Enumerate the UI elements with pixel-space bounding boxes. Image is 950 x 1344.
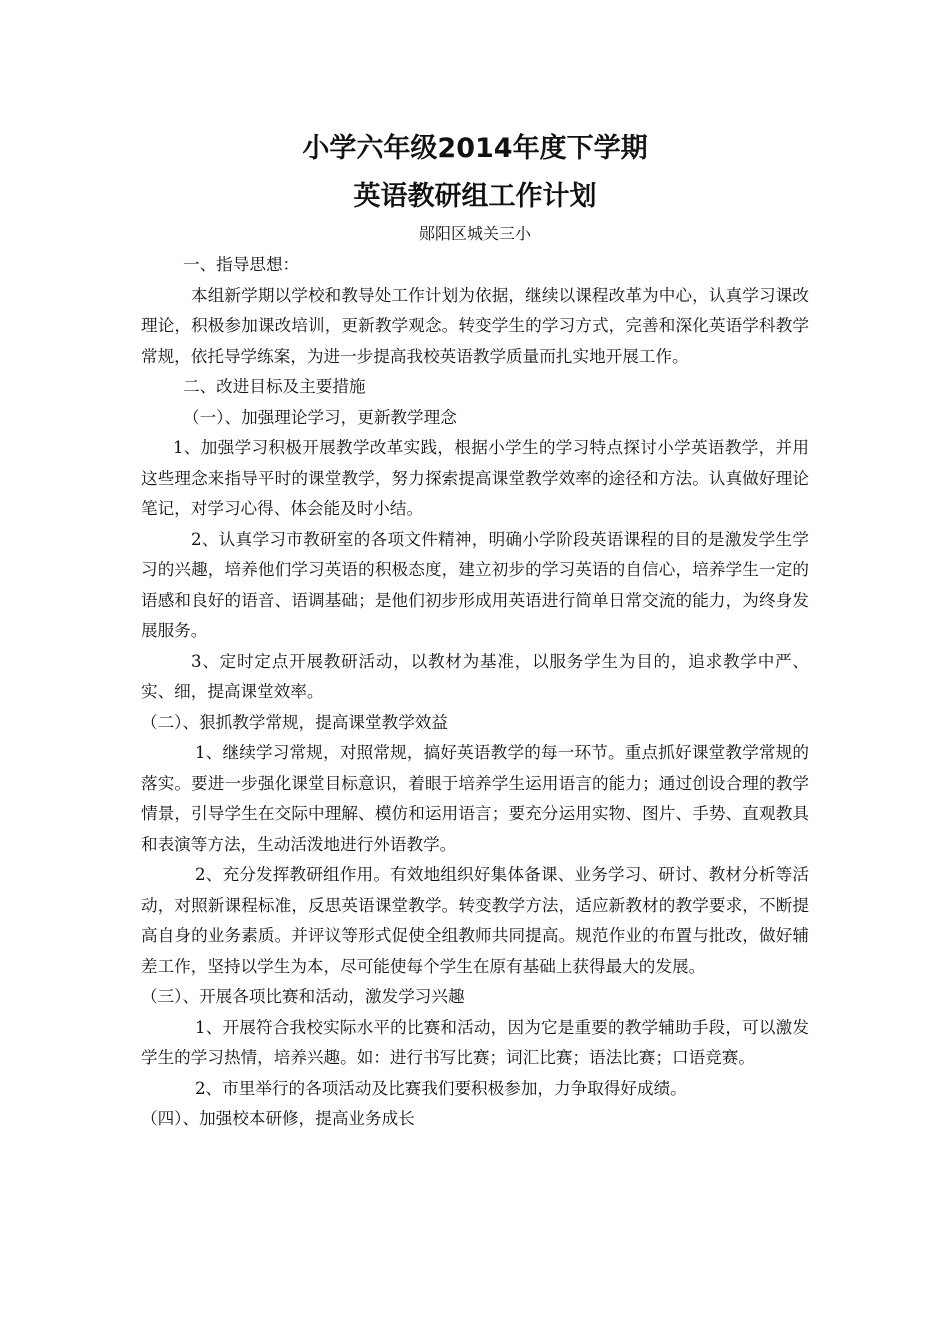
paragraph-guiding-thought: 本组新学期以学校和教导处工作计划为依据，继续以课程改革为中心，认真学习课改理论，积极参加课改培训，更新教学观念。转变学生的学习方式，完善和深化英语学科教学常规，依托导学练案，为进一步提高我校英语教学质量而扎实地开展工作。: [141, 285, 809, 366]
document-title-line1: 小学六年级2014年度下学期: [302, 133, 648, 164]
paragraph-3-1: 1、开展符合我校实际水平的比赛和活动，因为它是重要的教学辅助手段，可以激发学生的学习热情，培养兴趣。如：进行书写比赛；词汇比赛；语法比赛；口语竞赛。: [141, 1017, 809, 1067]
school-name: 郧阳区城关三小: [418, 224, 531, 243]
paragraph-2-2: 2、充分发挥教研组作用。有效地组织好集体备课、业务学习、研讨、教材分析等活动，对照新课程标准，反思英语课堂教学。转变教学方法，适应新教材的教学要求，不断提高自身的业务素质。并评议等形式促使全组教师共同提高。规范作业的布置与批改，做好辅差工作，坚持以学生为本，尽可能使每个学生在原有基础上获得最大的发展。: [141, 865, 809, 976]
document-body: [141, 250, 809, 1135]
section-heading-guiding-thought: 一、指导思想：: [183, 255, 300, 274]
subsection-heading-3: （三）、开展各项比赛和活动，激发学习兴趣: [141, 987, 465, 1006]
subsection-heading-2: （二）、狠抓教学常规，提高课堂教学效益: [141, 712, 448, 732]
paragraph-1-3: 3、定时定点开展教研活动，以教材为基准，以服务学生为目的，追求教学中严、实、细，提高课堂效率。: [141, 651, 809, 701]
paragraph-1-1: 1、加强学习积极开展教学改革实践，根据小学生的学习特点探讨小学英语教学，并用这些理念来指导平时的课堂教学，努力探索提高课堂教学效率的途径和方法。认真做好理论笔记，对学习心得、体会能及时小结。: [141, 438, 809, 518]
document-title-line2: 英语教研组工作计划: [353, 181, 597, 212]
subsection-heading-1: （一）、加强理论学习，更新教学理念: [183, 407, 457, 427]
subsection-heading-4: （四）、加强校本研修，提高业务成长: [141, 1109, 415, 1128]
paragraph-1-2: 2、认真学习市教研室的各项文件精神，明确小学阶段英语课程的目的是激发学生学习的兴趣，培养他们学习英语的积极态度，建立初步的学习英语的自信心，培养学生一定的语感和良好的语音、语调基础；是他们初步形成用英语进行简单日常交流的能力，为终身发展服务。: [141, 529, 809, 640]
paragraph-3-2: 2、市里举行的各项活动及比赛我们要积极参加，力争取得好成绩。: [195, 1078, 687, 1098]
section-heading-goals: 二、改进目标及主要措施: [183, 377, 366, 396]
paragraph-2-1: 1、继续学习常规，对照常规，搞好英语教学的每一环节。重点抓好课堂教学常规的落实。要进一步强化课堂目标意识，着眼于培养学生运用语言的能力；通过创设合理的教学情景，引导学生在交际中理解、模仿和运用语言；要充分运用实物、图片、手势、直观教具和表演等方法，生动活泼地进行外语教学。: [141, 743, 809, 854]
